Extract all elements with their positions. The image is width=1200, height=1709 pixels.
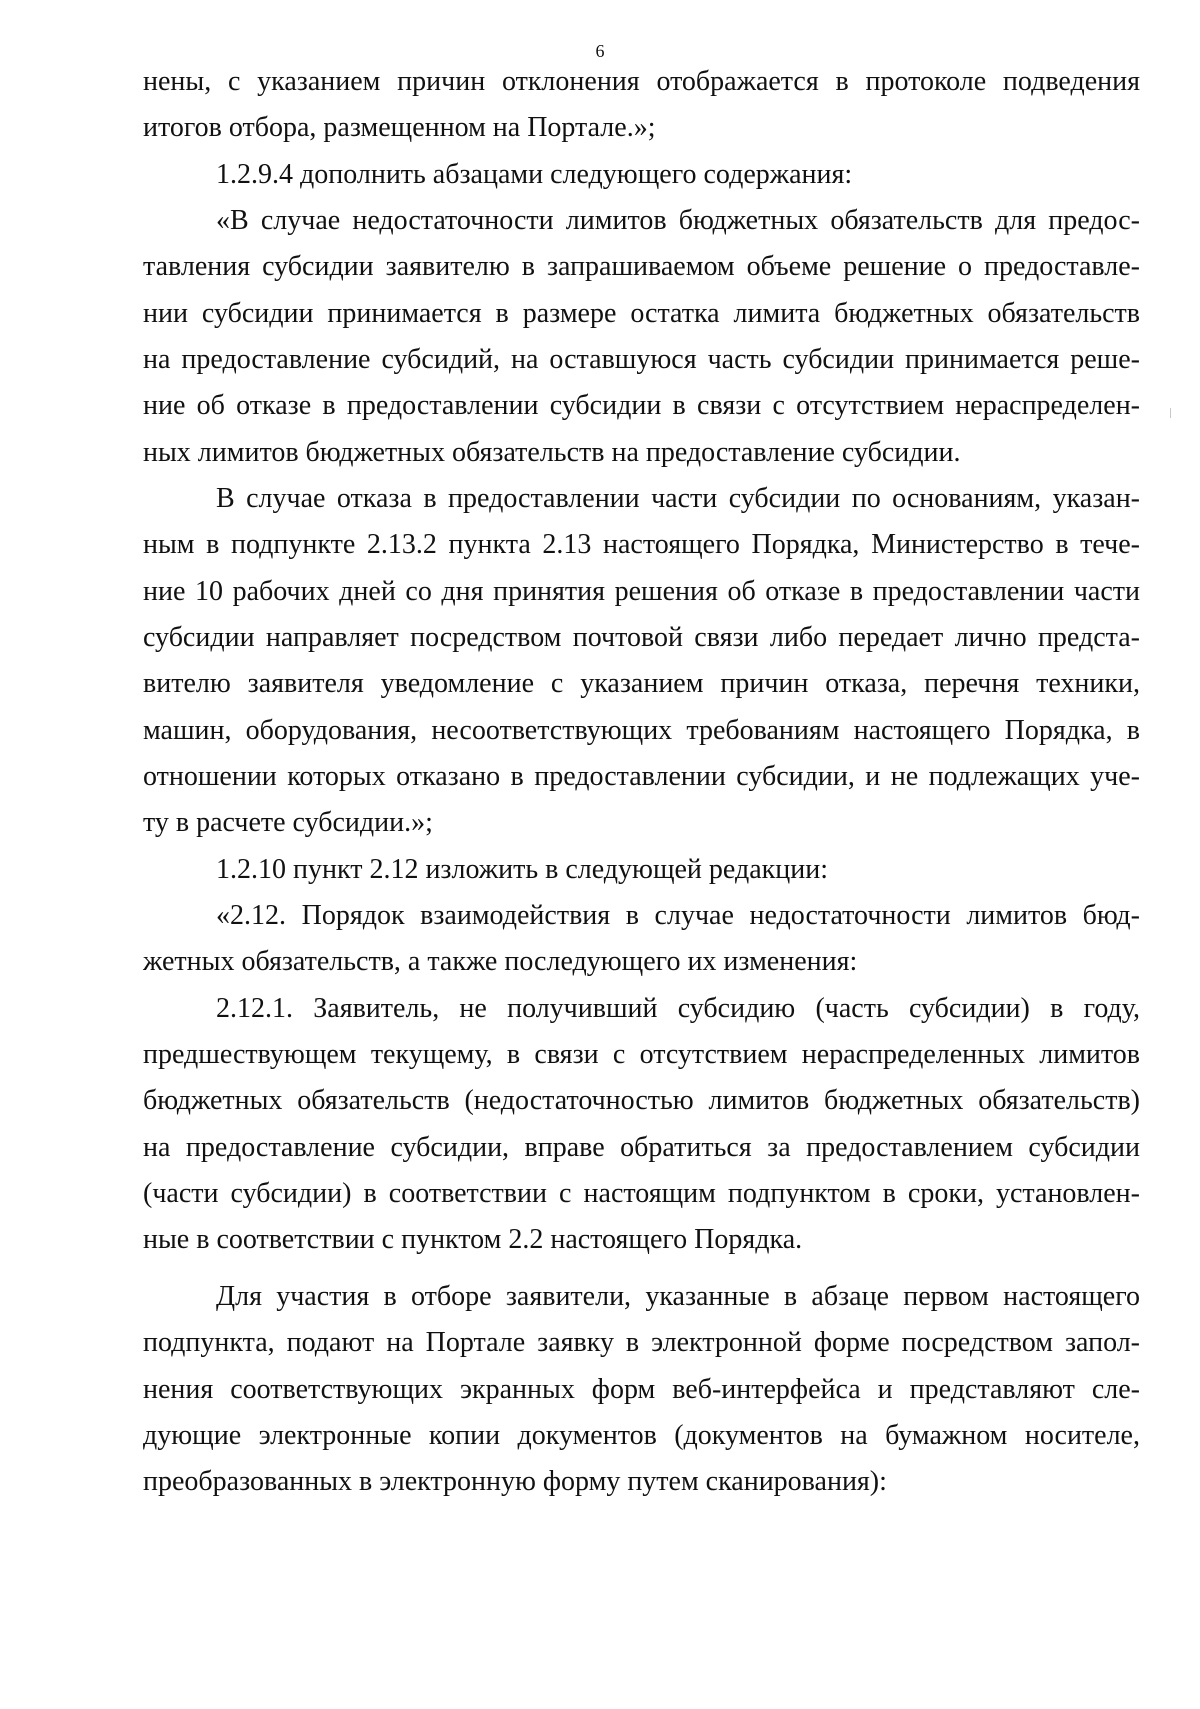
text-line: Для участия в отборе заявители, указанные в абзаце первом настоящего bbox=[216, 1281, 1140, 1312]
text-line: преобразованных в электронную форму путем сканирования): bbox=[143, 1466, 887, 1497]
text-line: 2.12.1. Заявитель, не получивший субсидию (часть субсидии) в году, bbox=[216, 993, 1140, 1024]
text-line: жетных обязательств, а также последующего их изменения: bbox=[143, 946, 858, 977]
text-line: итогов отбора, размещенном на Портале.»; bbox=[143, 112, 656, 143]
text-line: ным в подпункте 2.13.2 пункта 2.13 настоящего Порядка, Министерство в тече- bbox=[143, 529, 1140, 560]
text-line: нения соответствующих экранных форм веб-интерфейса и представляют сле- bbox=[143, 1374, 1140, 1405]
text-line: нии субсидии принимается в размере остатка лимита бюджетных обязательств bbox=[143, 298, 1140, 329]
text-line: на предоставление субсидии, вправе обратиться за предоставлением субсидии bbox=[143, 1132, 1140, 1163]
text-line: ние 10 рабочих дней со дня принятия решения об отказе в предоставлении части bbox=[143, 576, 1140, 607]
text-line: на предоставление субсидий, на оставшуюся часть субсидии принимается реше- bbox=[143, 344, 1140, 375]
text-line: подпункта, подают на Портале заявку в электронной форме посредством запол- bbox=[143, 1327, 1140, 1358]
text-line: отношении которых отказано в предоставлении субсидии, и не подлежащих уче- bbox=[143, 761, 1140, 792]
text-line: тавления субсидии заявителю в запрашиваемом объеме решение о предоставле- bbox=[143, 251, 1140, 282]
text-line: дующие электронные копии документов (документов на бумажном носителе, bbox=[143, 1420, 1140, 1451]
text-line: ные в соответствии с пунктом 2.2 настоящего Порядка. bbox=[143, 1224, 803, 1255]
text-line: бюджетных обязательств (недостаточностью лимитов бюджетных обязательств) bbox=[143, 1085, 1140, 1116]
text-line: субсидии направляет посредством почтовой связи либо передает лично предста- bbox=[143, 622, 1140, 653]
text-line: предшествующем текущему, в связи с отсутствием нераспределенных лимитов bbox=[143, 1039, 1140, 1070]
page-number: 6 bbox=[595, 41, 605, 61]
text-line: вителю заявителя уведомление с указанием причин отказа, перечня техники, bbox=[143, 668, 1140, 699]
text-line: нены, с указанием причин отклонения отображается в протоколе подведения bbox=[143, 66, 1140, 97]
text-line: машин, оборудования, несоответствующих требованиям настоящего Порядка, в bbox=[143, 715, 1140, 746]
text-line: ту в расчете субсидии.»; bbox=[143, 807, 433, 838]
text-line: ние об отказе в предоставлении субсидии в связи с отсутствием нераспределен- bbox=[143, 390, 1140, 421]
text-line: «В случае недостаточности лимитов бюджетных обязательств для предос- bbox=[216, 205, 1140, 236]
text-line: (части субсидии) в соответствии с настоящим подпунктом в сроки, установлен- bbox=[143, 1178, 1140, 1209]
scan-artifact bbox=[1170, 408, 1171, 418]
text-line: 1.2.10 пункт 2.12 изложить в следующей редакции: bbox=[216, 854, 828, 885]
text-line: В случае отказа в предоставлении части субсидии по основаниям, указан- bbox=[216, 483, 1140, 514]
text-line: «2.12. Порядок взаимодействия в случае недостаточности лимитов бюд- bbox=[216, 900, 1140, 931]
text-line: ных лимитов бюджетных обязательств на предоставление субсидии. bbox=[143, 437, 961, 468]
text-line: 1.2.9.4 дополнить абзацами следующего содержания: bbox=[216, 159, 853, 190]
